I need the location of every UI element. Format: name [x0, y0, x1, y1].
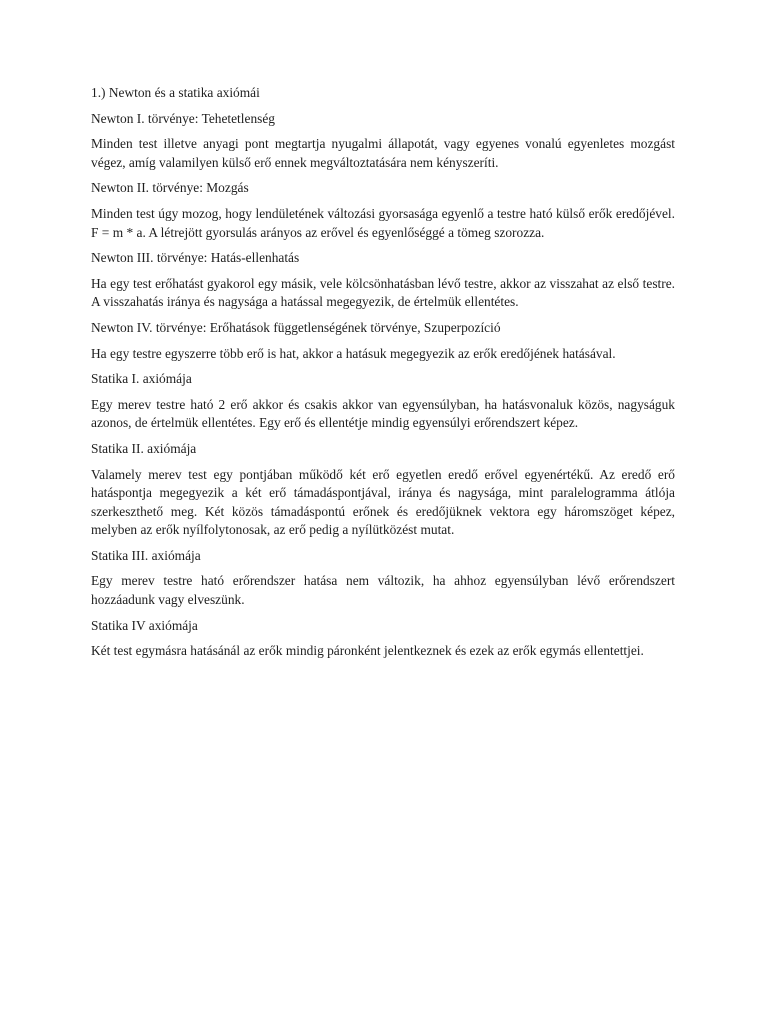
- section-heading-newton-3: Newton III. törvénye: Hatás-ellenhatás: [91, 250, 300, 266]
- document-page: [91, 84, 675, 668]
- section-heading-statika-2: Statika II. axiómája: [91, 440, 197, 456]
- section-heading-statika-4: Statika IV axiómája: [91, 617, 198, 633]
- document-title: 1.) Newton és a statika axiómái: [91, 85, 260, 100]
- section-heading-newton-4: Newton IV. törvénye: Erőhatások függetlenségének törvénye, Szuperpozíció: [91, 319, 501, 335]
- paragraph-statika-2: Valamely merev test egy pontjában működő két erő egyetlen eredő erővel egyenértékű. Az eredő erő hatáspontja megegyezik a két erő támadáspontjával, iránya és nagysága, mint paralelogramma átlója szerkeszthető meg. Két közös támadáspontú erőnek és eredőjüknek vektora egy háromszöget képez, melyben az erők nyílfolytonosak, az erő pedig a nyílütközést mutat.: [91, 466, 675, 538]
- section-heading-newton-2: Newton II. törvénye: Mozgás: [91, 180, 249, 196]
- section-heading-statika-1: Statika I. axiómája: [91, 371, 192, 387]
- paragraph-newton-3: Ha egy test erőhatást gyakorol egy másik, vele kölcsönhatásban lévő testre, akkor az visszahat az első testre. A visszahatás iránya és nagysága a hatással megegyezik, de értelmük ellentétes.: [91, 275, 675, 310]
- section-heading-newton-1: Newton I. törvénye: Tehetetlenség: [91, 110, 275, 126]
- paragraph-newton-2: Minden test úgy mozog, hogy lendületének változási gyorsasága egyenlő a testre ható külső erők eredőjével. F = m * a. A létrejött gyorsulás arányos az erővel és egyenlőséggé a tömeg szorozza.: [91, 205, 675, 240]
- paragraph-statika-3: Egy merev testre ható erőrendszer hatása nem változik, ha ahhoz egyensúlyban lévő erőrendszert hozzáadunk vagy elveszünk.: [91, 573, 675, 608]
- paragraph-newton-4: Ha egy testre egyszerre több erő is hat, akkor a hatásuk megegyezik az erők eredőjének hatásával.: [91, 345, 616, 361]
- paragraph-statika-1: Egy merev testre ható 2 erő akkor és csakis akkor van egyensúlyban, ha hatásvonaluk közös, nagyságuk azonos, de értelmük ellentétes. Egy erő és ellentétje mindig egyensúlyi erőrendszert képez.: [91, 396, 675, 431]
- paragraph-statika-4: Két test egymásra hatásánál az erők mindig páronként jelentkeznek és ezek az erők egymás ellentettjei.: [91, 643, 644, 659]
- paragraph-newton-1: Minden test illetve anyagi pont megtartja nyugalmi állapotát, vagy egyenes vonalú egyenletes mozgást végez, amíg valamilyen külső erő ennek megváltoztatására nem kényszeríti.: [91, 136, 675, 170]
- section-heading-statika-3: Statika III. axiómája: [91, 547, 201, 563]
